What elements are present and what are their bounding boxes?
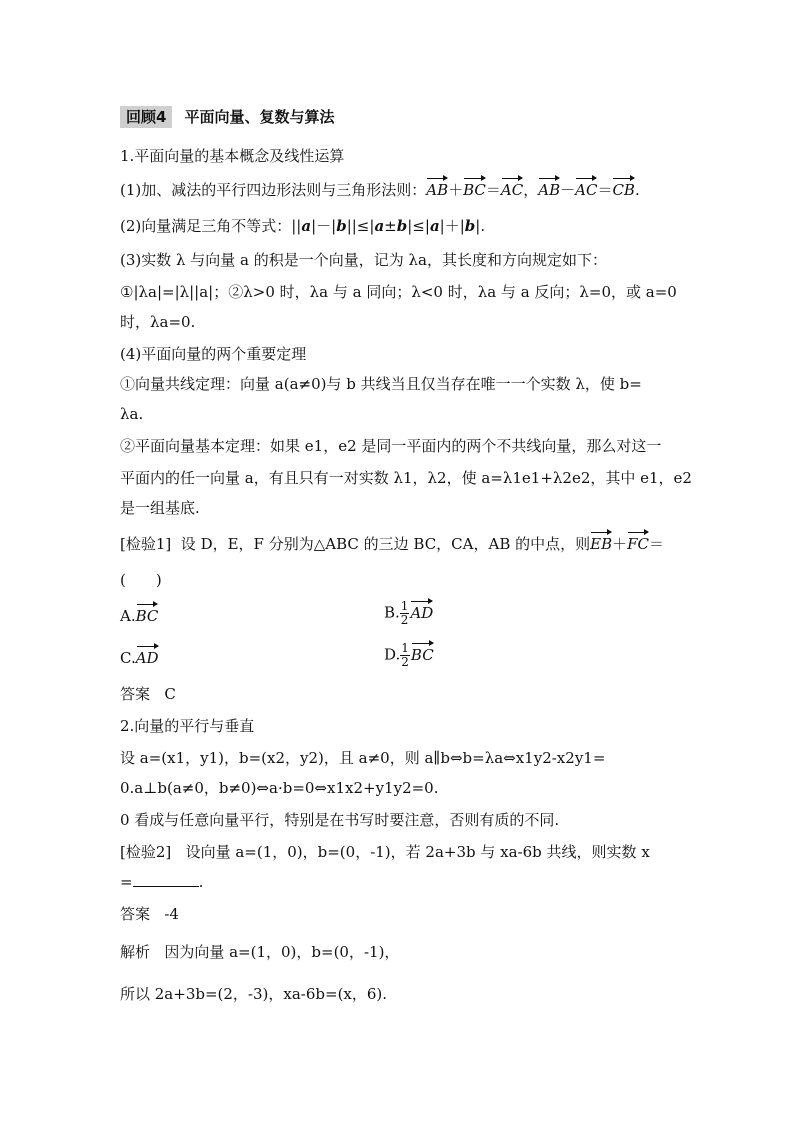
q1-option-c-label: C. [120,649,136,667]
question-2 [120,842,650,862]
basis-theorem-line1: ②平面向量基本定理：如果 e1，e2 是同一平面内的两个不共线向量，那么对这一 [120,437,662,455]
heading-linear-operations: 1.平面向量的基本概念及线性运算 [120,147,345,165]
q1-option-c[interactable]: C.AD [120,649,159,667]
theorems-heading: (4)平面向量的两个重要定理 [120,345,307,363]
scalar-rules-line2: 时，λa=0. [120,313,196,331]
q2-analysis-line2: 所以 2a+3b=(2，-3)，xa-6b=(x，6). [120,985,388,1003]
fraction-half: $\frac{1}{2}$ [400,599,409,627]
q1-option-b[interactable]: B. $\frac{1}{2}$ AD [384,599,434,627]
answer-label: 答案 [120,685,151,703]
q1-option-d-label: D. [384,645,401,664]
q1-option-a-label: A. [120,607,136,625]
analysis-text-1: 因为向量 a=(1，0)，b=(0，-1)， [164,943,400,961]
q1-tag: [检验1] [120,535,172,553]
rule-parallelogram [120,180,640,200]
collinear-theorem-line1: ①向量共线定理：向量 a(a≠0)与 b 共线当且仅当存在唯一一个实数 λ，使 b= [120,375,642,393]
q1-option-b-label: B. [384,603,400,622]
review-tag: 回顾4 [120,106,172,128]
triangle-inequality [120,216,485,236]
answer-label: 答案 [120,905,151,923]
q2-tag: [检验2] [120,843,172,861]
collinear-theorem-line2: λa. [120,405,144,423]
q1-option-d[interactable]: D. $\frac{1}{2}$ BC [384,641,434,669]
perpendicular-condition: 0.a⊥b(a≠0，b≠0)⇔a·b=0⇔x1x2+y1y2=0. [120,779,439,797]
inequality-formula: ||a|－|b||≤|a±b|≤|a|＋|b|. [291,217,486,235]
vector-formula: AB＋BC＝AC，AB－AC＝CB. [426,181,640,199]
heading-parallel-perpendicular: 2.向量的平行与垂直 [120,717,255,735]
rule-parallelogram-text: (1)加、减法的平行四边形法则与三角形法则： [120,181,427,199]
q1-option-a[interactable]: A.BC [120,607,159,625]
q1-stem: 设 D，E，F 分别为△ABC 的三边 BC，CA，AB 的中点，则 [180,535,591,553]
triangle-inequality-text: (2)向量满足三角不等式： [120,217,292,235]
parallel-condition: 设 a=(x1，y1)，b=(x2，y2)，且 a≠0，则 a∥b⇔b=λa⇔x1y2-x2y1= [120,749,606,767]
zero-vector-note: 0 看成与任意向量平行，特别是在书写时要注意，否则有质的不同. [120,811,560,829]
basis-theorem-line3: 是一组基底. [120,499,200,517]
q1-expression: EB＋FC＝ [590,535,665,553]
q2-blank-line: = . [120,873,204,891]
answer-blank[interactable] [133,872,199,887]
section-header [120,106,334,128]
scalar-rules-line1: ①|λa|=|λ||a|；②λ>0 时，λa 与 a 同向；λ<0 时，λa 与 a 反向；λ=0，或 a=0 [120,283,677,301]
analysis-label: 解析 [120,943,151,961]
fraction-half: $\frac{1}{2}$ [401,641,409,669]
answer-value: -4 [164,905,179,923]
question-1 [120,534,664,554]
q2-stem: 设向量 a=(1，0)，b=(0，-1)，若 2a+3b 与 xa-6b 共线，则实数 x [185,843,650,861]
q1-answer [120,684,176,704]
basis-theorem-line2: 平面内的任一向量 a，有且只有一对实数 λ1，λ2，使 a=λ1e1+λ2e2，其中 e1，e2 [120,469,692,487]
answer-value: C [164,685,176,703]
section-title: 平面向量、复数与算法 [184,108,335,126]
q2-answer [120,904,179,924]
q2-analysis-line1 [120,942,399,962]
q1-paren: ( ) [120,571,162,589]
equals-sign: = [120,873,133,891]
scalar-multiplication: (3)实数 λ 与向量 a 的积是一个向量，记为 λa，其长度和方向规定如下： [120,251,607,269]
